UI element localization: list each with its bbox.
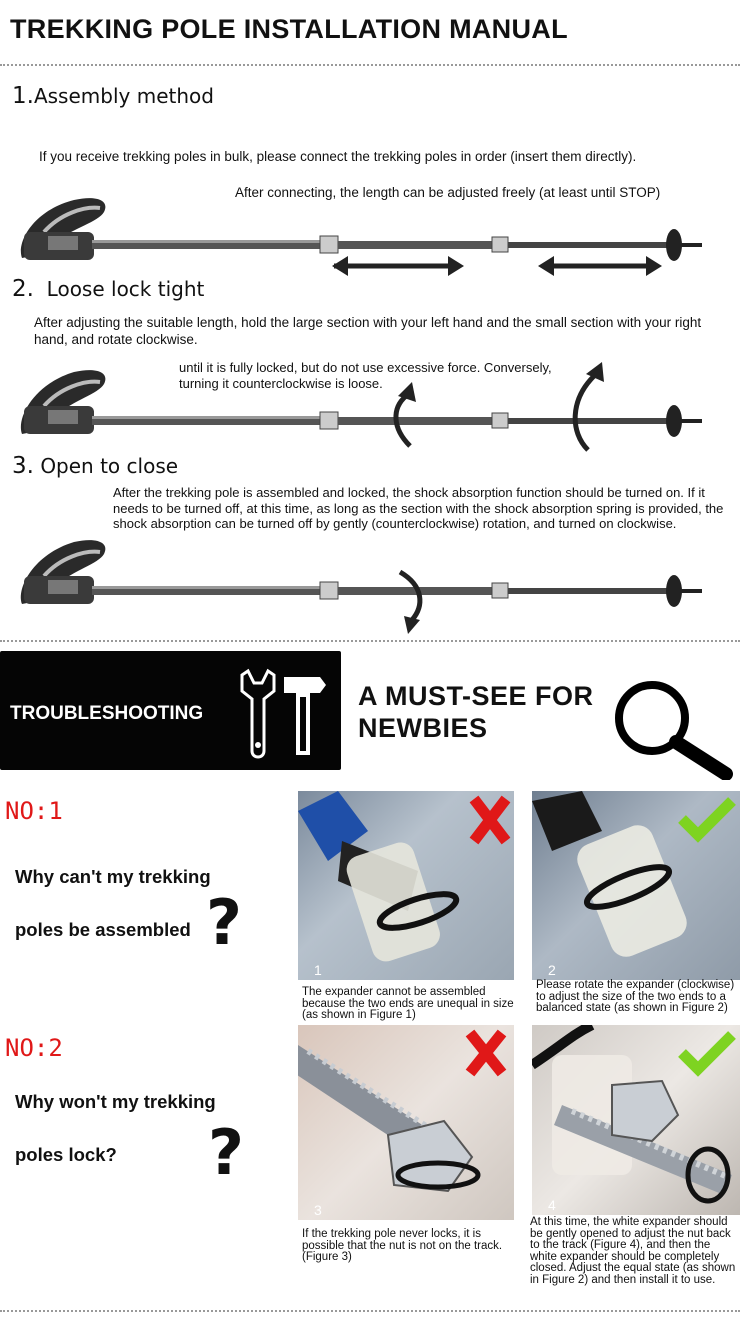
figure-1-number: 1 — [314, 962, 322, 978]
rotate-arrow-icon — [396, 382, 416, 446]
troubleshooting-banner — [0, 651, 341, 770]
step-2-number: 2. — [12, 276, 34, 302]
wrench-icon — [242, 671, 274, 757]
step-3-label: Open to close — [40, 454, 179, 478]
x-mark-icon — [474, 799, 506, 841]
step-3-number: 3. — [12, 453, 34, 479]
check-mark-icon — [682, 1035, 732, 1069]
figure-2-number: 2 — [548, 962, 556, 978]
question-mark-icon: ? — [206, 886, 242, 959]
check-mark-icon — [682, 801, 732, 835]
issue-2-question-line-2: poles lock? — [15, 1144, 117, 1165]
figure-4-photo — [532, 1025, 740, 1215]
pole-illustration-1 — [14, 192, 714, 278]
figure-3-caption: If the trekking pole never locks, it is possible that the nut is not on the track. (Figure 3) — [302, 1228, 503, 1263]
adjust-arrow-icon — [538, 256, 662, 276]
rotate-arrow-icon — [400, 572, 420, 634]
step-1-text-2: After connecting, the length can be adjusted freely (at least until STOP) — [235, 185, 661, 200]
must-see-headline: A MUST-SEE FOR NEWBIES — [358, 681, 594, 743]
figure-3-photo — [298, 1025, 514, 1220]
figure-1-photo — [298, 791, 514, 980]
figure-3-number: 3 — [314, 1202, 322, 1218]
troubleshooting-label: TROUBLESHOOTING — [10, 703, 204, 724]
pole-illustration-3 — [14, 532, 714, 636]
divider — [0, 64, 740, 66]
figure-4-caption: At this time, the white expander should be gently opened to adjust the nut back to the track (Figure 4), and then the white expander should be completely closed. Adjust the equal state (as shown in Figure 2) and then install it to use. — [530, 1216, 736, 1286]
divider — [0, 640, 740, 642]
rotate-arrow-icon — [575, 362, 604, 450]
question-mark-icon: ? — [208, 1116, 244, 1189]
step-3-heading — [12, 453, 178, 479]
issue-1-number: NO:1 — [5, 797, 63, 825]
issue-2-question-line-1: Why won't my trekking — [15, 1091, 216, 1112]
step-2-label: Loose lock tight — [46, 277, 205, 301]
issue-1-question-line-1: Why can't my trekking — [15, 866, 211, 887]
x-mark-icon — [470, 1033, 502, 1073]
adjust-arrow-icon — [332, 256, 464, 276]
issue-1-question-line-2: poles be assembled — [15, 919, 191, 940]
divider — [0, 1310, 740, 1312]
figure-1-caption: The expander cannot be assembled because the two ends are unequal in size (as shown in Figure 1) — [302, 986, 514, 1021]
issue-2-number: NO:2 — [5, 1034, 63, 1062]
step-3-text: After the trekking pole is assembled and locked, the shock absorption function should be turned on. If it needs to be turned off, at this time, as long as the section with the shock absorption spring is provided, the shock absorption can be turned off by gently (counterclockwise) rotation, and turned on clockwise. — [113, 485, 724, 531]
figure-2-photo — [532, 791, 740, 980]
step-2-text-1: After adjusting the suitable length, hold the large section with your left hand and the small section with your right hand, and rotate clockwise. — [34, 315, 702, 347]
pole-illustration-2 — [14, 356, 714, 452]
figure-2-caption: Please rotate the expander (clockwise) to adjust the size of the two ends to a balanced state (as shown in Figure 2) — [536, 979, 735, 1014]
step-1-number: 1. — [12, 83, 34, 109]
step-2-text-2: until it is fully locked, but do not use excessive force. Conversely, turning it counterclockwise is loose. — [179, 360, 552, 391]
magnifier-icon — [610, 680, 734, 780]
pole-handle-icon — [21, 198, 106, 260]
page-title: TREKKING POLE INSTALLATION MANUAL — [10, 14, 568, 44]
hammer-icon — [284, 677, 326, 755]
figure-4-number: 4 — [548, 1197, 556, 1213]
step-1-label: Assembly method — [33, 84, 214, 108]
step-1-heading — [12, 83, 214, 109]
step-2-heading — [12, 276, 204, 302]
step-1-text-1: If you receive trekking poles in bulk, please connect the trekking poles in order (insert them directly). — [39, 149, 637, 164]
tools-icon — [234, 667, 330, 763]
